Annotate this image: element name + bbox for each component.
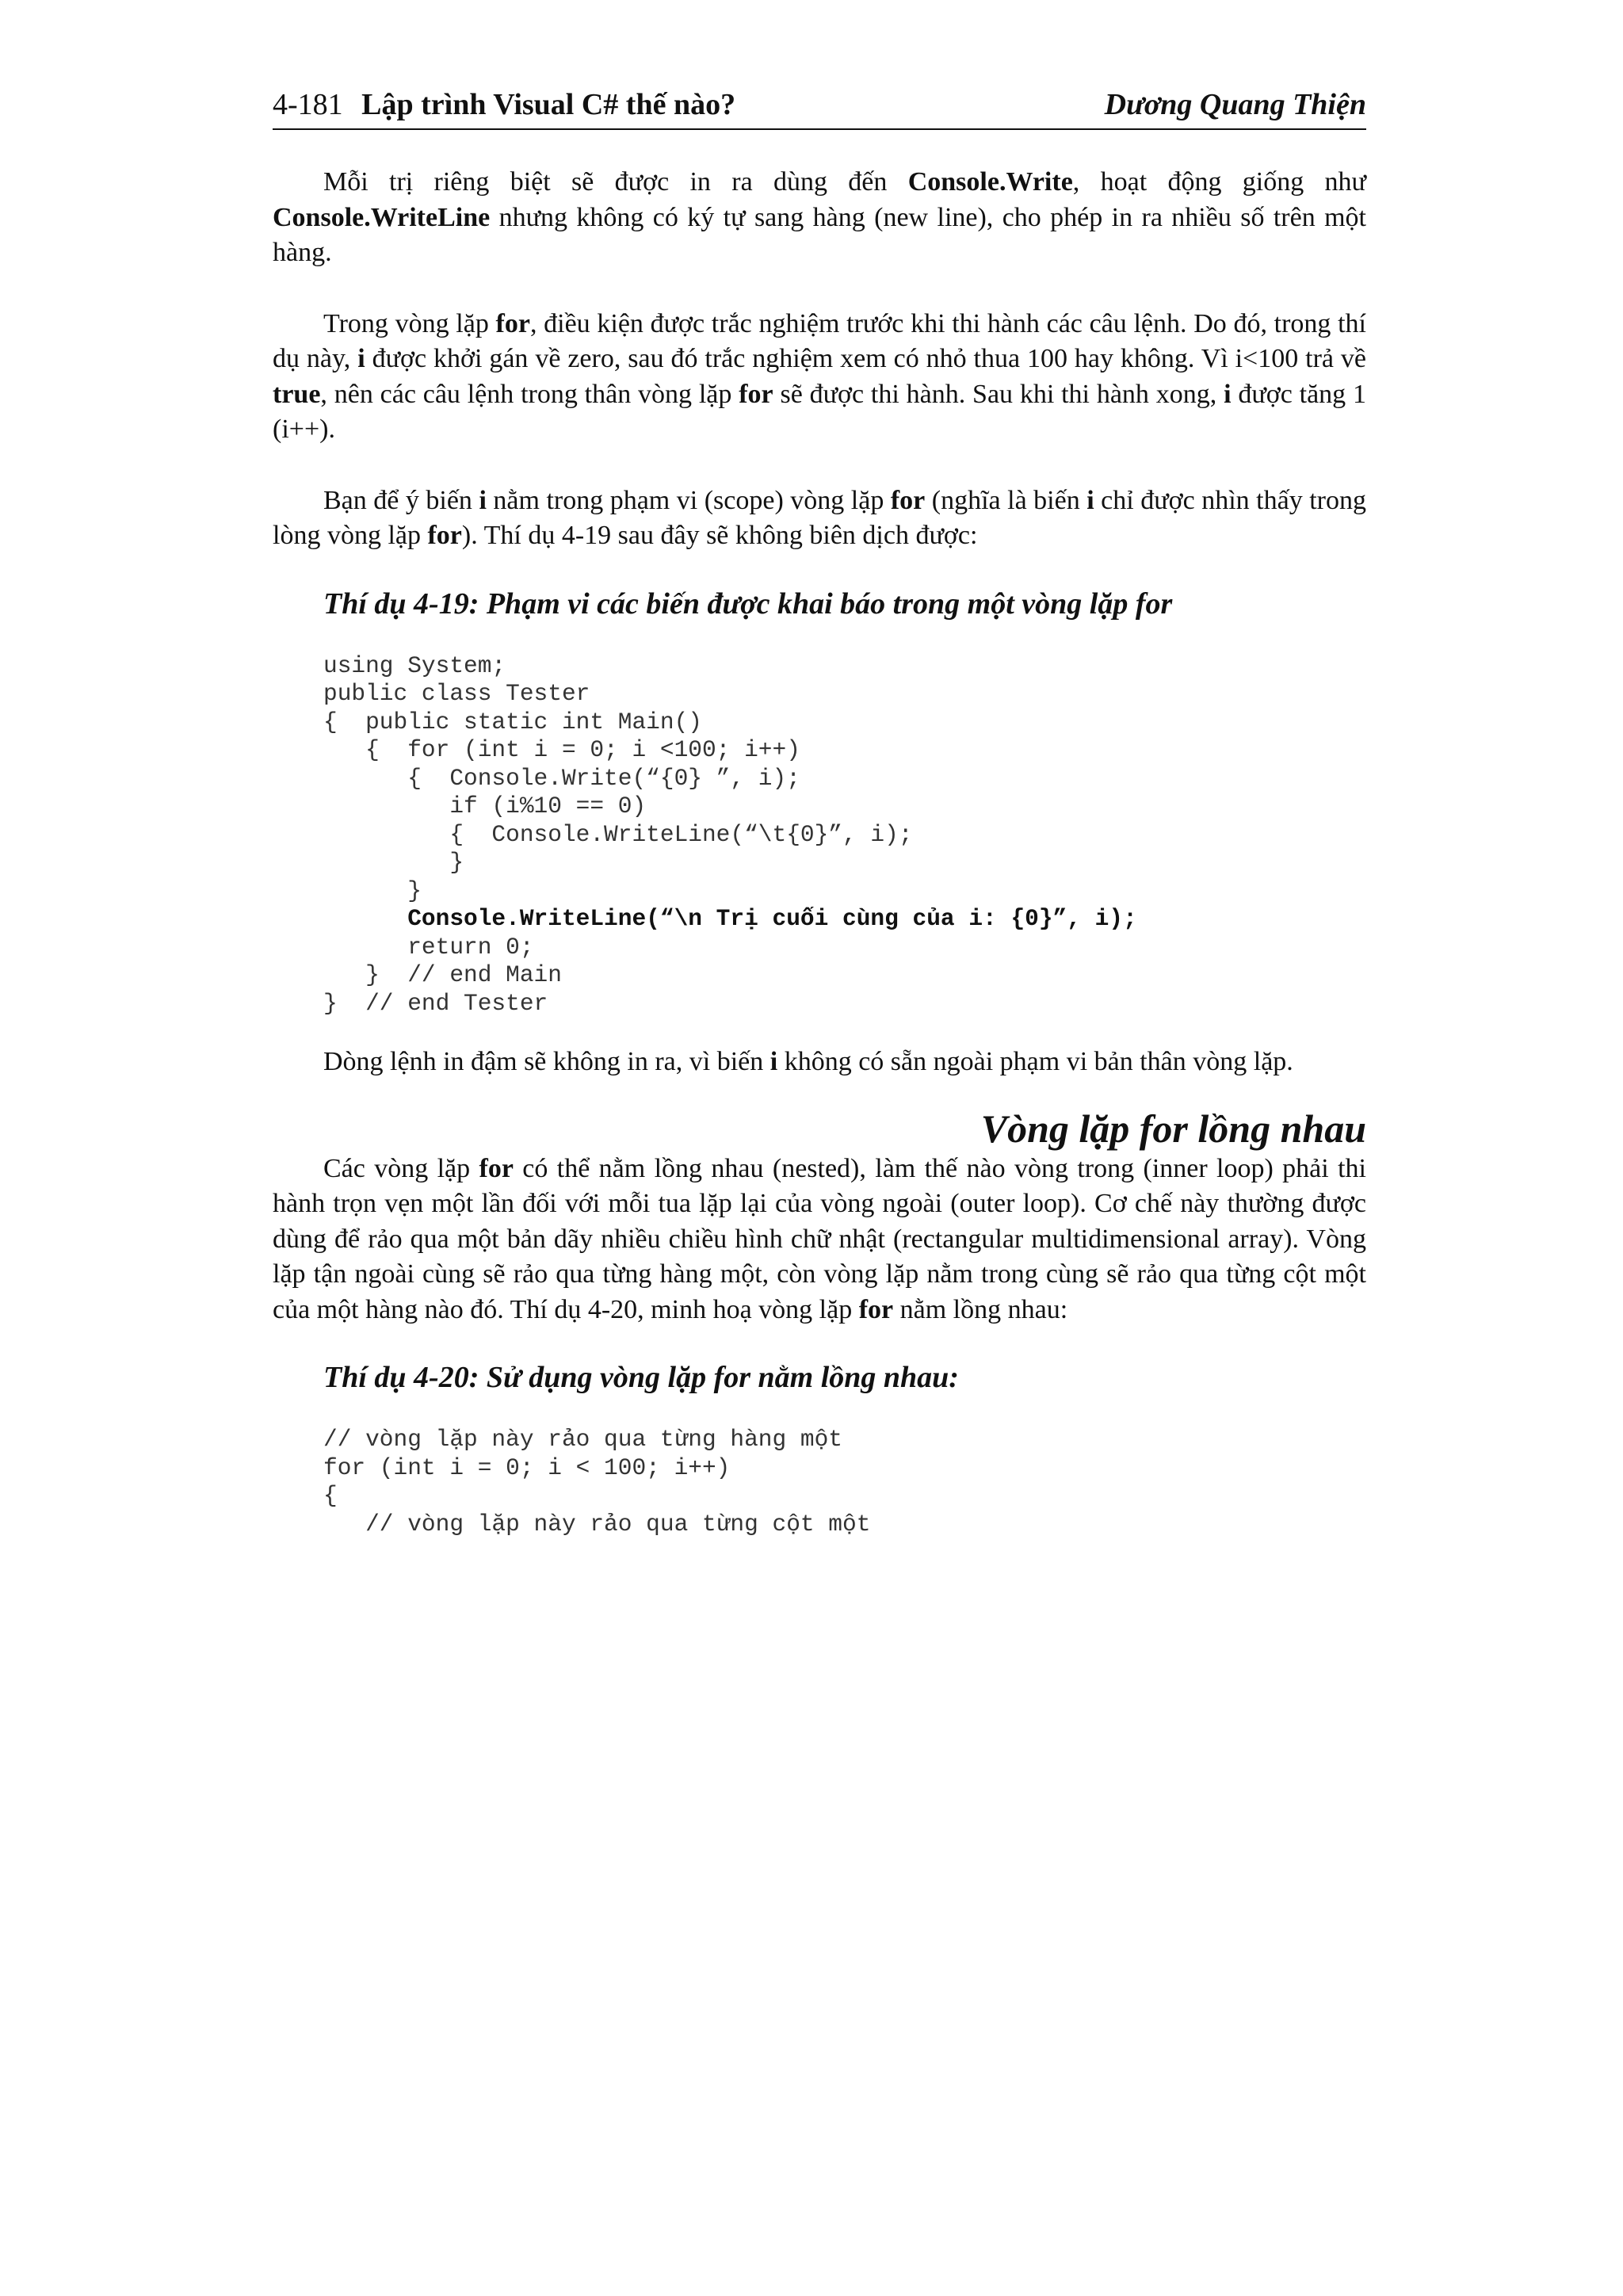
code-line: { Console.Write(“{0} ”, i); — [323, 764, 800, 792]
bold-text-run: for — [495, 308, 530, 338]
section-heading-nested-for: Vòng lặp for lồng nhau — [980, 1106, 1366, 1151]
example-4-19-title: Thí dụ 4-19: Phạm vi các biến được khai báo trong một vòng lặp for — [323, 586, 1173, 621]
code-line: return 0; — [323, 933, 534, 961]
code-line: } // end Tester — [323, 989, 548, 1017]
bold-text-run: for — [479, 1153, 514, 1183]
page-number: 4-181 — [273, 88, 343, 121]
code-line: { for (int i = 0; i <100; i++) — [323, 736, 800, 763]
code-line: { public static int Main() — [323, 708, 702, 735]
text-run: , hoạt động giống như — [1072, 167, 1366, 197]
bold-text-run: for — [858, 1294, 894, 1324]
bold-text-run: Console.Write — [907, 167, 1073, 197]
text-run: Mỗi trị riêng biệt sẽ được in ra dùng đến — [323, 167, 908, 197]
text-run: , điều kiện được trắc nghiệm trước khi thi hành các câu lệnh. Do đó, trong thí dụ này, — [273, 308, 1366, 373]
bold-text-run: i — [1086, 485, 1094, 515]
code-line: Console.WriteLine(“\n Trị cuối cùng của i: {0}”, i); — [323, 905, 1137, 932]
bold-text-run: for — [739, 379, 773, 409]
code-line: // vòng lặp này rảo qua từng cột một — [323, 1510, 871, 1538]
text-run: nhưng không có ký tự sang hàng (new line), cho phép in ra nhiều số trên một hàng. — [273, 202, 1366, 267]
code-line: if (i%10 == 0) — [323, 793, 647, 819]
example-4-20-code — [323, 1426, 1366, 1538]
text-run: nằm trong phạm vi (scope) vòng lặp — [486, 485, 891, 515]
paragraph-bold-line-note — [273, 1045, 1366, 1080]
bold-text-run: Console.WriteLine — [273, 202, 491, 232]
text-run: có thể nằm lồng nhau (nested), làm thế nào vòng trong (inner loop) phải thi hành trọn vẹn một lần đối với mỗi tua lặp lại của vòng ngoài (outer loop). Cơ chế này thường được dùng để rảo qua một bản dãy nhiều chiều hình chữ nhật (rectangular multidimensional array). Vòng lặp tận ngoài cùng sẽ rảo qua từng hàng một, còn vòng lặp nằm trong cùng sẽ rảo qua từng cột một của một hàng nào đó. Thí dụ 4-20, minh hoạ vòng lặp — [273, 1153, 1366, 1324]
book-title: Lập trình Visual C# thế nào? — [361, 88, 736, 121]
paragraph-console-write — [273, 165, 1366, 271]
code-line: } // end Main — [323, 961, 562, 988]
header-left — [273, 87, 735, 122]
code-line: { Console.WriteLine(“\t{0}”, i); — [323, 820, 913, 848]
author-name: Dương Quang Thiện — [1104, 88, 1366, 121]
code-line: public class Tester — [323, 680, 590, 707]
text-run: Trong vòng lặp — [323, 308, 496, 338]
code-line: using System; — [323, 651, 506, 679]
code-line: for (int i = 0; i < 100; i++) — [323, 1454, 731, 1481]
text-run: được tăng 1 (i++). — [273, 379, 1367, 444]
text-run: sẽ được thi hành. Sau khi thi hành xong, — [773, 379, 1224, 409]
bold-text-run: i — [357, 344, 365, 373]
paragraph-for-condition — [273, 307, 1366, 448]
paragraph-nested-loops — [273, 1152, 1366, 1328]
bold-text-run: for — [890, 485, 926, 515]
text-run: , nên các câu lệnh trong thân vòng lặp — [320, 379, 739, 409]
text-run: (nghĩa là biến — [925, 485, 1087, 515]
paragraph-variable-scope — [273, 483, 1366, 554]
code-line: } — [323, 877, 422, 904]
text-run: ). Thí dụ 4-19 sau đây sẽ không biên dịch được: — [461, 521, 978, 550]
code-line: { — [323, 1482, 338, 1509]
text-run: nằm lồng nhau: — [893, 1294, 1068, 1324]
code-line: } — [323, 849, 464, 876]
code-line: // vòng lặp này rảo qua từng hàng một — [323, 1426, 843, 1453]
example-4-20-title: Thí dụ 4-20: Sử dụng vòng lặp for nằm lồng nhau: — [323, 1361, 959, 1394]
page-content — [273, 165, 1366, 1538]
text-run: chỉ được nhìn thấy trong lòng vòng lặp — [273, 485, 1366, 550]
text-run: được khởi gán về zero, sau đó trắc nghiệm xem có nhỏ thua 100 hay không. Vì i<100 trả về — [365, 344, 1367, 373]
text-run: Các vòng lặp — [323, 1153, 479, 1183]
bold-text-run: for — [427, 521, 462, 550]
bold-text-run: true — [273, 379, 321, 409]
text-run: Dòng lệnh in đậm sẽ không in ra, vì biến — [323, 1047, 770, 1076]
bold-text-run: i — [1224, 379, 1232, 409]
text-run: Bạn để ý biến — [323, 485, 479, 515]
text-run: không có sẵn ngoài phạm vi bản thân vòng lặp. — [777, 1047, 1293, 1076]
page-header — [273, 76, 1366, 130]
bold-text-run: i — [479, 485, 487, 515]
example-4-19-code — [323, 652, 1366, 1018]
bold-text-run: i — [769, 1047, 778, 1076]
